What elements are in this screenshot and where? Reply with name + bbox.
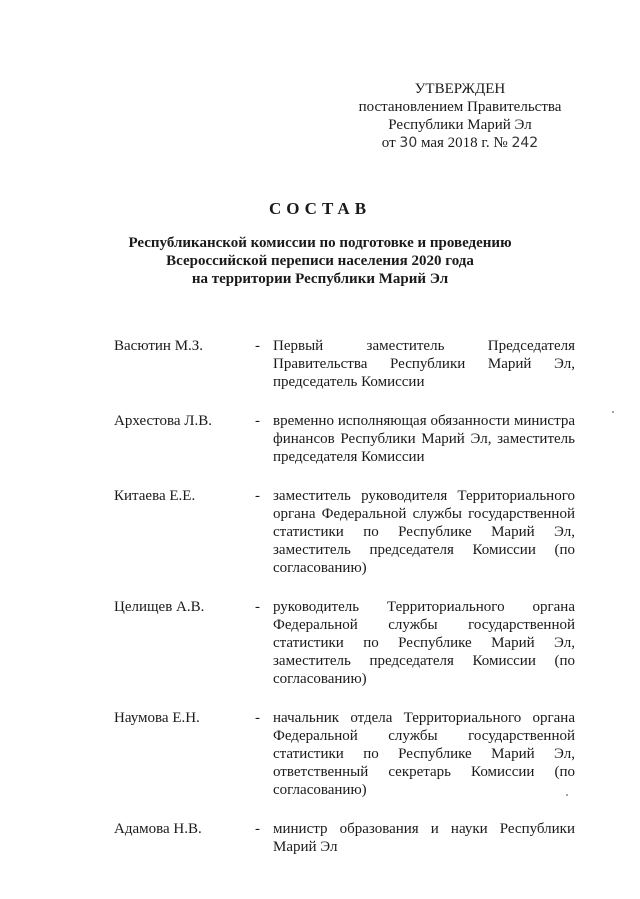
approval-title: УТВЕРЖДЕН <box>414 81 506 97</box>
member-entry <box>114 820 576 860</box>
approval-date-day: 30 <box>399 135 418 151</box>
approval-line-resolution: постановлением Правительства <box>358 99 562 115</box>
subtitle-line-2: Всероссийской переписи населения 2020 года <box>166 253 474 269</box>
member-role: руководитель Территориального органа Федеральной службы государственной статистики по Республике Марий Эл, заместитель председателя Комиссии (по согласованию) <box>273 599 575 687</box>
member-dash: - <box>255 599 260 615</box>
approval-date-rest: мая 2018 г. № <box>420 135 508 151</box>
approval-date-line <box>340 134 580 152</box>
approval-date-prefix: от <box>381 135 396 151</box>
member-name: Наумова Е.Н. <box>114 710 200 726</box>
member-name: Васютин М.З. <box>114 338 204 354</box>
subtitle-line-3: на территории Республики Марий Эл <box>191 271 449 287</box>
approval-line-republic: Республики Марий Эл <box>388 117 532 133</box>
document-title: СОСТАВ <box>268 199 372 218</box>
member-entry <box>114 412 576 466</box>
member-role: временно исполняющая обязанности министра финансов Республики Марий Эл, заместитель председателя Комиссии <box>273 413 575 465</box>
member-entry <box>114 487 576 577</box>
approval-number: 242 <box>511 135 539 151</box>
subtitle-line-1: Республиканской комиссии по подготовке и проведению <box>128 235 512 251</box>
member-dash: - <box>255 821 260 837</box>
member-name: Китаева Е.Е. <box>114 488 196 504</box>
member-role: Первый заместитель Председателя Правительства Республики Марий Эл, председатель Комиссии <box>273 338 575 390</box>
member-role: министр образования и науки Республики Марий Эл <box>273 821 575 855</box>
member-name: Архестова Л.В. <box>114 413 212 429</box>
member-name: Адамова Н.В. <box>114 821 202 837</box>
member-dash: - <box>255 338 260 354</box>
member-entry <box>114 709 576 799</box>
document-subtitle <box>100 234 540 288</box>
member-role: начальник отдела Территориального органа Федеральной службы государственной статистики по Республике Марий Эл, ответственный секретарь Комиссии (по согласованию) <box>273 710 575 798</box>
member-name: Целищев А.В. <box>114 599 205 615</box>
approval-stamp <box>340 80 580 152</box>
member-dash: - <box>255 488 260 504</box>
scan-speck <box>566 794 568 796</box>
members-list <box>114 337 576 860</box>
member-entry <box>114 337 576 391</box>
member-dash: - <box>255 413 260 429</box>
member-entry <box>114 598 576 688</box>
member-role: заместитель руководителя Территориального органа Федеральной службы государственной статистики по Республике Марий Эл, заместитель председателя Комиссии (по согласованию) <box>273 488 575 576</box>
scan-speck <box>612 411 614 413</box>
member-dash: - <box>255 710 260 726</box>
